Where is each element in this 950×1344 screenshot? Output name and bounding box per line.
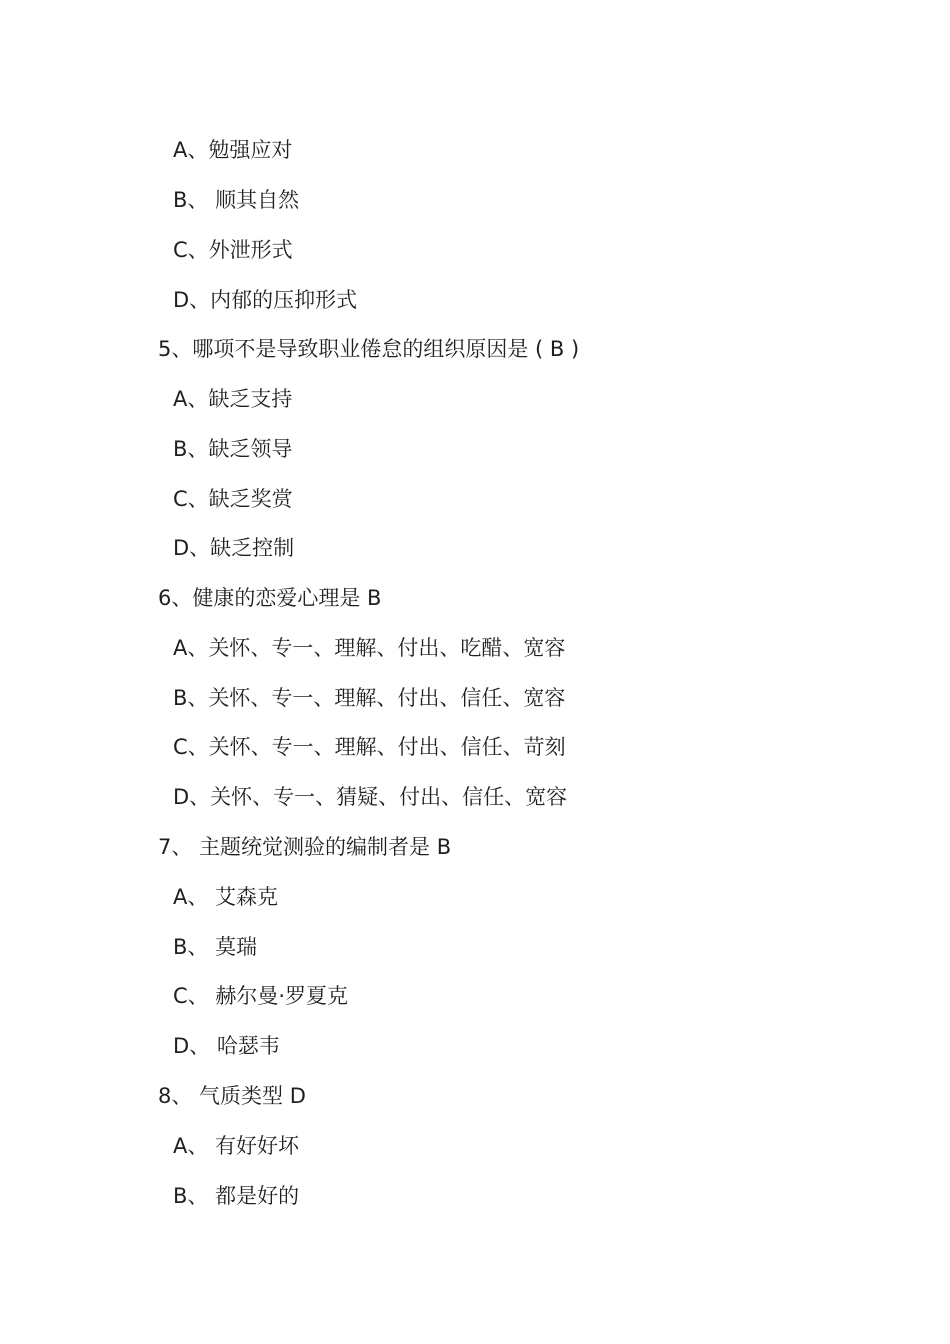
option-line: A、 艾森克	[173, 885, 279, 909]
option-line: A、 有好好坏	[173, 1134, 300, 1158]
option-line: C、缺乏奖赏	[173, 487, 293, 511]
question-line: 8、 气质类型 D	[158, 1084, 306, 1108]
option-line: B、 都是好的	[173, 1184, 300, 1208]
option-line: B、 莫瑞	[173, 935, 258, 959]
option-line: D、 哈瑟韦	[173, 1034, 280, 1058]
option-line: B、缺乏领导	[173, 437, 293, 461]
option-line: D、关怀、专一、猜疑、付出、信任、宽容	[173, 785, 568, 809]
option-line: C、外泄形式	[173, 238, 293, 262]
option-line: C、关怀、专一、理解、付出、信任、苛刻	[173, 735, 566, 759]
option-line: A、缺乏支持	[173, 387, 293, 411]
question-line: 6、健康的恋爱心理是 B	[158, 586, 382, 610]
option-line: D、缺乏控制	[173, 536, 295, 560]
option-line: D、内郁的压抑形式	[173, 288, 358, 312]
option-line: B、关怀、专一、理解、付出、信任、宽容	[173, 686, 566, 710]
option-line: B、 顺其自然	[173, 188, 300, 212]
option-line: C、 赫尔曼·罗夏克	[173, 984, 349, 1008]
option-line: A、勉强应对	[173, 138, 293, 162]
question-line: 7、 主题统觉测验的编制者是 B	[158, 835, 452, 859]
question-line: 5、哪项不是导致职业倦怠的组织原因是 ( B )	[158, 337, 580, 361]
option-line: A、关怀、专一、理解、付出、吃醋、宽容	[173, 636, 566, 660]
